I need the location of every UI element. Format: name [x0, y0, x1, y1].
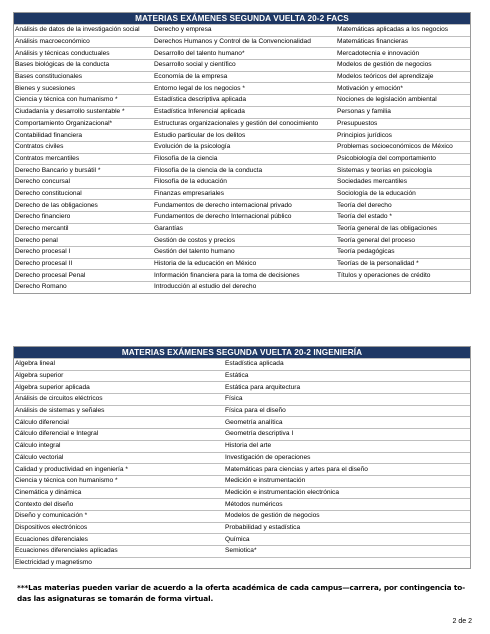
table-cell: Motivación y emoción*: [337, 84, 403, 92]
table-cell: Entorno legal de los negocios *: [154, 84, 245, 92]
table-cell: Derecho de las obligaciones: [15, 201, 98, 209]
table-cell: Medición e instrumentación: [225, 477, 306, 485]
table-cell: Derecho Romano: [15, 283, 67, 291]
table-row: [14, 47, 470, 59]
facs-table-body: [14, 24, 470, 293]
facs-table-title: MATERIAS EXÁMENES SEGUNDA VUELTA 20-2 FACS: [14, 13, 470, 24]
table-row: [14, 452, 470, 464]
table-cell: Contratos civiles: [15, 143, 64, 151]
table-cell: Derecho financiero: [15, 213, 71, 221]
table-cell: Estadística aplicada: [225, 360, 284, 368]
table-row: [14, 223, 470, 235]
table-cell: Títulos y operaciones de crédito: [337, 271, 431, 279]
table-cell: Estadística descriptiva aplicada: [154, 96, 246, 104]
table-row: [14, 36, 470, 48]
table-cell: Teoría general del proceso: [337, 236, 416, 244]
table-cell: Bienes y sucesiones: [15, 84, 76, 92]
table-row: [14, 533, 470, 545]
table-row: [14, 510, 470, 522]
table-cell: Teoría del estado *: [337, 213, 392, 221]
table-cell: Derecho y empresa: [154, 26, 212, 34]
table-cell: Cálculo integral: [15, 442, 61, 450]
table-cell: Física para el diseño: [225, 407, 286, 415]
table-cell: Sociología de la educación: [337, 189, 416, 197]
table-row: [14, 393, 470, 405]
table-cell: Gestión de costos y precios: [154, 236, 235, 244]
table-cell: Ciudadanía y desarrollo sustentable *: [15, 108, 125, 116]
table-cell: Física: [225, 395, 243, 403]
ingenieria-table: [13, 346, 471, 569]
table-cell: Semiotica*: [225, 547, 257, 555]
table-row: [14, 94, 470, 106]
table-cell: Cinemática y dinámica: [15, 488, 82, 496]
table-row: [14, 176, 470, 188]
table-cell: Sistemas y teorías en psicología: [337, 166, 432, 174]
table-row: [14, 498, 470, 510]
table-cell: Filosofía de la ciencia de la conducta: [154, 166, 263, 174]
table-cell: Desarrollo del talento humano*: [154, 49, 245, 57]
ingenieria-table-title: MATERIAS EXÁMENES SEGUNDA VUELTA 20-2 INGENIERÍA: [14, 347, 470, 358]
table-cell: Cálculo diferencial: [15, 418, 69, 426]
table-row: [14, 370, 470, 382]
table-cell: Algebra lineal: [15, 360, 55, 368]
table-cell: Matemáticas financieras: [337, 38, 409, 46]
table-cell: Bases constitucionales: [15, 73, 83, 81]
table-cell: Contabilidad financiera: [15, 131, 83, 139]
table-row: [14, 164, 470, 176]
table-cell: Derecho procesal Penal: [15, 271, 86, 279]
table-cell: Análisis y técnicas conductuales: [15, 49, 110, 57]
table-row: [14, 211, 470, 223]
table-row: [14, 59, 470, 71]
table-cell: Geometría analítica: [225, 418, 283, 426]
table-cell: Derecho Bancario y bursátil *: [15, 166, 101, 174]
table-cell: Finanzas empresariales: [154, 189, 224, 197]
table-row: [14, 557, 470, 569]
table-row: [14, 129, 470, 141]
table-cell: Cálculo diferencial e Integral: [15, 430, 99, 438]
table-cell: Algebra superior: [15, 372, 64, 380]
table-cell: Introducción al estudio del derecho: [154, 283, 257, 291]
table-row: [14, 440, 470, 452]
table-cell: Fundamentos de derecho Internacional público: [154, 213, 292, 221]
table-row: [14, 71, 470, 83]
table-cell: Personas y familia: [337, 108, 391, 116]
table-cell: Bases biológicas de la conducta: [15, 61, 110, 69]
table-cell: Derecho concursal: [15, 178, 70, 186]
table-cell: Gestión del talento humano: [154, 248, 235, 256]
table-row: [14, 258, 470, 270]
table-row: [14, 269, 470, 281]
table-row: [14, 82, 470, 94]
table-row: [14, 475, 470, 487]
table-row: [14, 188, 470, 200]
table-row: [14, 118, 470, 130]
table-cell: Modelos de gestión de negocios: [225, 512, 320, 520]
table-row: [14, 281, 470, 293]
table-cell: Economía de la empresa: [154, 73, 228, 81]
table-cell: Contexto del diseño: [15, 500, 74, 508]
table-cell: Modelos de gestión de negocios: [337, 61, 432, 69]
table-cell: Geometría descriptiva I: [225, 430, 294, 438]
table-cell: Análisis macroeconómico: [15, 38, 90, 46]
table-row: [14, 199, 470, 211]
table-cell: Teoría general de las obligaciones: [337, 225, 438, 233]
table-cell: Cálculo vectorial: [15, 453, 64, 461]
table-row: [14, 358, 470, 370]
table-row: [14, 153, 470, 165]
table-cell: Nociones de legislación ambiental: [337, 96, 437, 104]
table-cell: Sociedades mercantiles: [337, 178, 408, 186]
table-cell: Medición e instrumentación electrónica: [225, 488, 339, 496]
table-cell: Modelos teóricos del aprendizaje: [337, 73, 434, 81]
table-cell: Ciencia y técnica con humanismo *: [15, 96, 118, 104]
table-cell: Derecho constitucional: [15, 189, 82, 197]
table-row: [14, 405, 470, 417]
table-row: [14, 141, 470, 153]
table-cell: Calidad y productividad en ingeniería *: [15, 465, 128, 473]
table-row: [14, 416, 470, 428]
table-cell: Estadística Inferencial aplicada: [154, 108, 245, 116]
table-cell: Información financiera para la toma de decisiones: [154, 271, 300, 279]
table-cell: Métodos numéricos: [225, 500, 283, 508]
table-row: [14, 522, 470, 534]
table-cell: Desarrollo social y científico: [154, 61, 236, 69]
table-cell: Derecho mercantil: [15, 225, 69, 233]
table-cell: Mercadotecnia e innovación: [337, 49, 420, 57]
table-cell: Garantías: [154, 225, 183, 233]
table-cell: Diseño y comunicación *: [15, 512, 88, 520]
table-cell: Historia del arte: [225, 442, 272, 450]
table-cell: Derecho procesal I: [15, 248, 71, 256]
table-cell: Psicobiología del comportamiento: [337, 154, 436, 162]
table-cell: Estática para arquitectura: [225, 383, 301, 391]
ingenieria-table-body: [14, 358, 470, 568]
table-cell: Ecuaciones diferenciales: [15, 535, 88, 543]
table-cell: Derecho procesal II: [15, 260, 73, 268]
table-row: [14, 381, 470, 393]
table-row: [14, 24, 470, 36]
table-cell: Fundamentos de derecho internacional privado: [154, 201, 292, 209]
table-cell: Probabilidad y estadística: [225, 523, 301, 531]
table-cell: Historia de la educación en México: [154, 260, 257, 268]
table-cell: Comportamiento Organizacional*: [15, 119, 113, 127]
facs-table: [13, 12, 471, 294]
table-cell: Derecho penal: [15, 236, 58, 244]
table-row: [14, 487, 470, 499]
table-cell: Teoría del derecho: [337, 201, 392, 209]
table-cell: Derechos Humanos y Control de la Convencionalidad: [154, 38, 311, 46]
table-row: [14, 246, 470, 258]
table-row: [14, 428, 470, 440]
table-cell: Matemáticas para ciencias y artes para el diseño: [225, 465, 368, 473]
table-cell: Estática: [225, 372, 249, 380]
table-cell: Investigación de operaciones: [225, 453, 311, 461]
table-cell: Análisis de sistemas y señales: [15, 407, 105, 415]
table-cell: Electricidad y magnetismo: [15, 559, 92, 567]
table-cell: Estudio particular de los delitos: [154, 131, 246, 139]
table-cell: Presupuestos: [337, 119, 378, 127]
table-cell: Problemas socioeconómicos de México: [337, 143, 453, 151]
table-cell: Dispositivos electrónicos: [15, 523, 88, 531]
table-row: [14, 545, 470, 557]
table-cell: Ciencia y técnica con humanismo *: [15, 477, 118, 485]
footnote: ***Las materias pueden variar de acuerdo a la oferta académica de cada campus—carrera, por contingencia to-das las asignaturas se tomarán de forma virtual.: [17, 583, 466, 603]
table-cell: Matemáticas aplicadas a los negocios: [337, 26, 449, 34]
table-cell: Análisis de circuitos eléctricos: [15, 395, 103, 403]
table-cell: Filosofía de la educación: [154, 178, 227, 186]
page-number: 2 de 2: [452, 618, 472, 625]
table-cell: Evolución de la psicología: [154, 143, 231, 151]
table-cell: Estructuras organizacionales y gestión del conocimiento: [154, 119, 319, 127]
table-cell: Principios jurídicos: [337, 131, 392, 139]
table-cell: Algebra superior aplicada: [15, 383, 90, 391]
table-row: [14, 106, 470, 118]
table-cell: Análisis de datos de la investigación social: [15, 26, 140, 34]
table-cell: Ecuaciones diferenciales aplicadas: [15, 547, 118, 555]
table-row: [14, 234, 470, 246]
table-cell: Química: [225, 535, 250, 543]
table-cell: Teorías de la personalidad *: [337, 260, 419, 268]
table-cell: Contratos mercantiles: [15, 154, 80, 162]
table-cell: Teoría pedagógicas: [337, 248, 395, 256]
table-cell: Filosofía de la ciencia: [154, 154, 218, 162]
table-row: [14, 463, 470, 475]
